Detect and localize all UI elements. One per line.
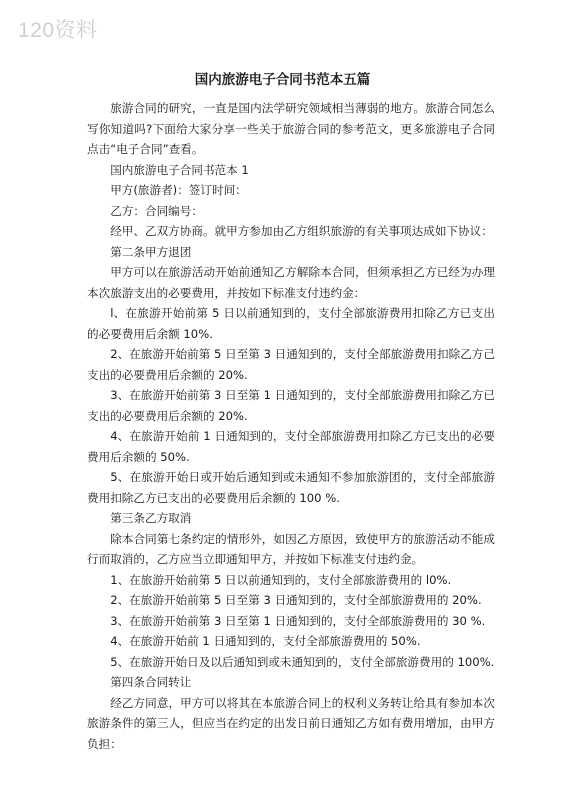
list-item: 5、在旅游开始日或开始后通知到或未通知不参加旅游团的，支付全部旅游费用扣除乙方已支出的必要费用后余额的 100 %.: [87, 470, 495, 505]
section-heading-cancellation: 第三条乙方取消: [110, 511, 192, 525]
list-item: 2、在旅游开始前第 5 日至第 3 日通知到的，支付全部旅游费用的 20%.: [110, 593, 482, 607]
document-body: [87, 98, 495, 754]
list-item: 2、在旅游开始前第 5 日至第 3 日通知到的，支付全部旅游费用扣除乙方己支出的必要费用后余额的 20%.: [87, 347, 495, 382]
paragraph-party-b: 乙方：合同编号：: [110, 203, 203, 218]
paragraph-contract-heading: 国内旅游电子合同书范本 1: [110, 162, 249, 177]
list-item: 5、在旅游开始日及以后通知到或未通知到的，支付全部旅游费用的 100%.: [110, 654, 495, 669]
list-item: 4、在旅游开始前 1 日通知到的，支付全部旅游费用扣除乙方已支出的必要费用后余额的 50%.: [87, 429, 495, 464]
list-item: 4、在旅游开始前 1 日通知到的，支付全部旅游费用的 50%.: [110, 634, 421, 648]
list-item: 3、在旅游开始前第 3 日至第 1 日通知到的，支付全部旅游费用扣除乙方已支出的必要费用后余额的 20%.: [87, 388, 495, 423]
paragraph-cancellation-terms: 除本合同第七条约定的情形外，如因乙方原因，致使甲方的旅游活动不能成行而取消的，乙方应当立即通知甲方，并按如下标准支付违约金。: [87, 531, 495, 566]
paragraph-transfer-terms: 经乙方同意，甲方可以将其在本旅游合同上的权利义务转让给具有参加本次旅游条件的第三人，但应当在约定的出发日前日通知乙方如有费用增加，由甲方负担：: [87, 695, 495, 751]
section-heading-transfer: 第四条合同转让: [110, 675, 192, 689]
list-item: 3、在旅游开始前第 3 日至第 1 日通知到的，支付全部旅游费用的 30 %.: [110, 613, 486, 628]
paragraph-intro: 旅游合同的研究，一直是国内法学研究领域相当薄弱的地方。旅游合同怎么写你知道吗?下面给大家分享一些关于旅游合同的参考范文，更多旅游电子合同点击“电子合同”查看。: [87, 101, 495, 156]
paragraph-withdrawal-terms: 甲方可以在旅游活动开始前通知乙方解除本合同，但须承担乙方已经为办理本次旅游支出的必要费用，并按如下标准支付违约金：: [87, 265, 495, 300]
watermark-logo: 120资料: [18, 19, 98, 42]
section-heading-withdrawal: 第二条甲方退团: [110, 244, 192, 259]
document-title: 国内旅游电子合同书范本五篇: [194, 72, 371, 88]
paragraph-party-a: 甲方(旅游者)：签订时间：: [110, 183, 247, 197]
list-item: 1、在旅游开始前第 5 日以前通知到的，支付全部旅游费用的 l0%.: [110, 572, 452, 587]
list-item: l、在旅游开始前第 5 日以前通知到的，支付全部旅游费用扣除乙方已支出的必要费用后余额 10%.: [87, 306, 495, 341]
paragraph-agreement: 经甲、乙双方协商。就甲方参加由乙方组织旅游的有关事项达成如下协议：: [110, 224, 493, 238]
